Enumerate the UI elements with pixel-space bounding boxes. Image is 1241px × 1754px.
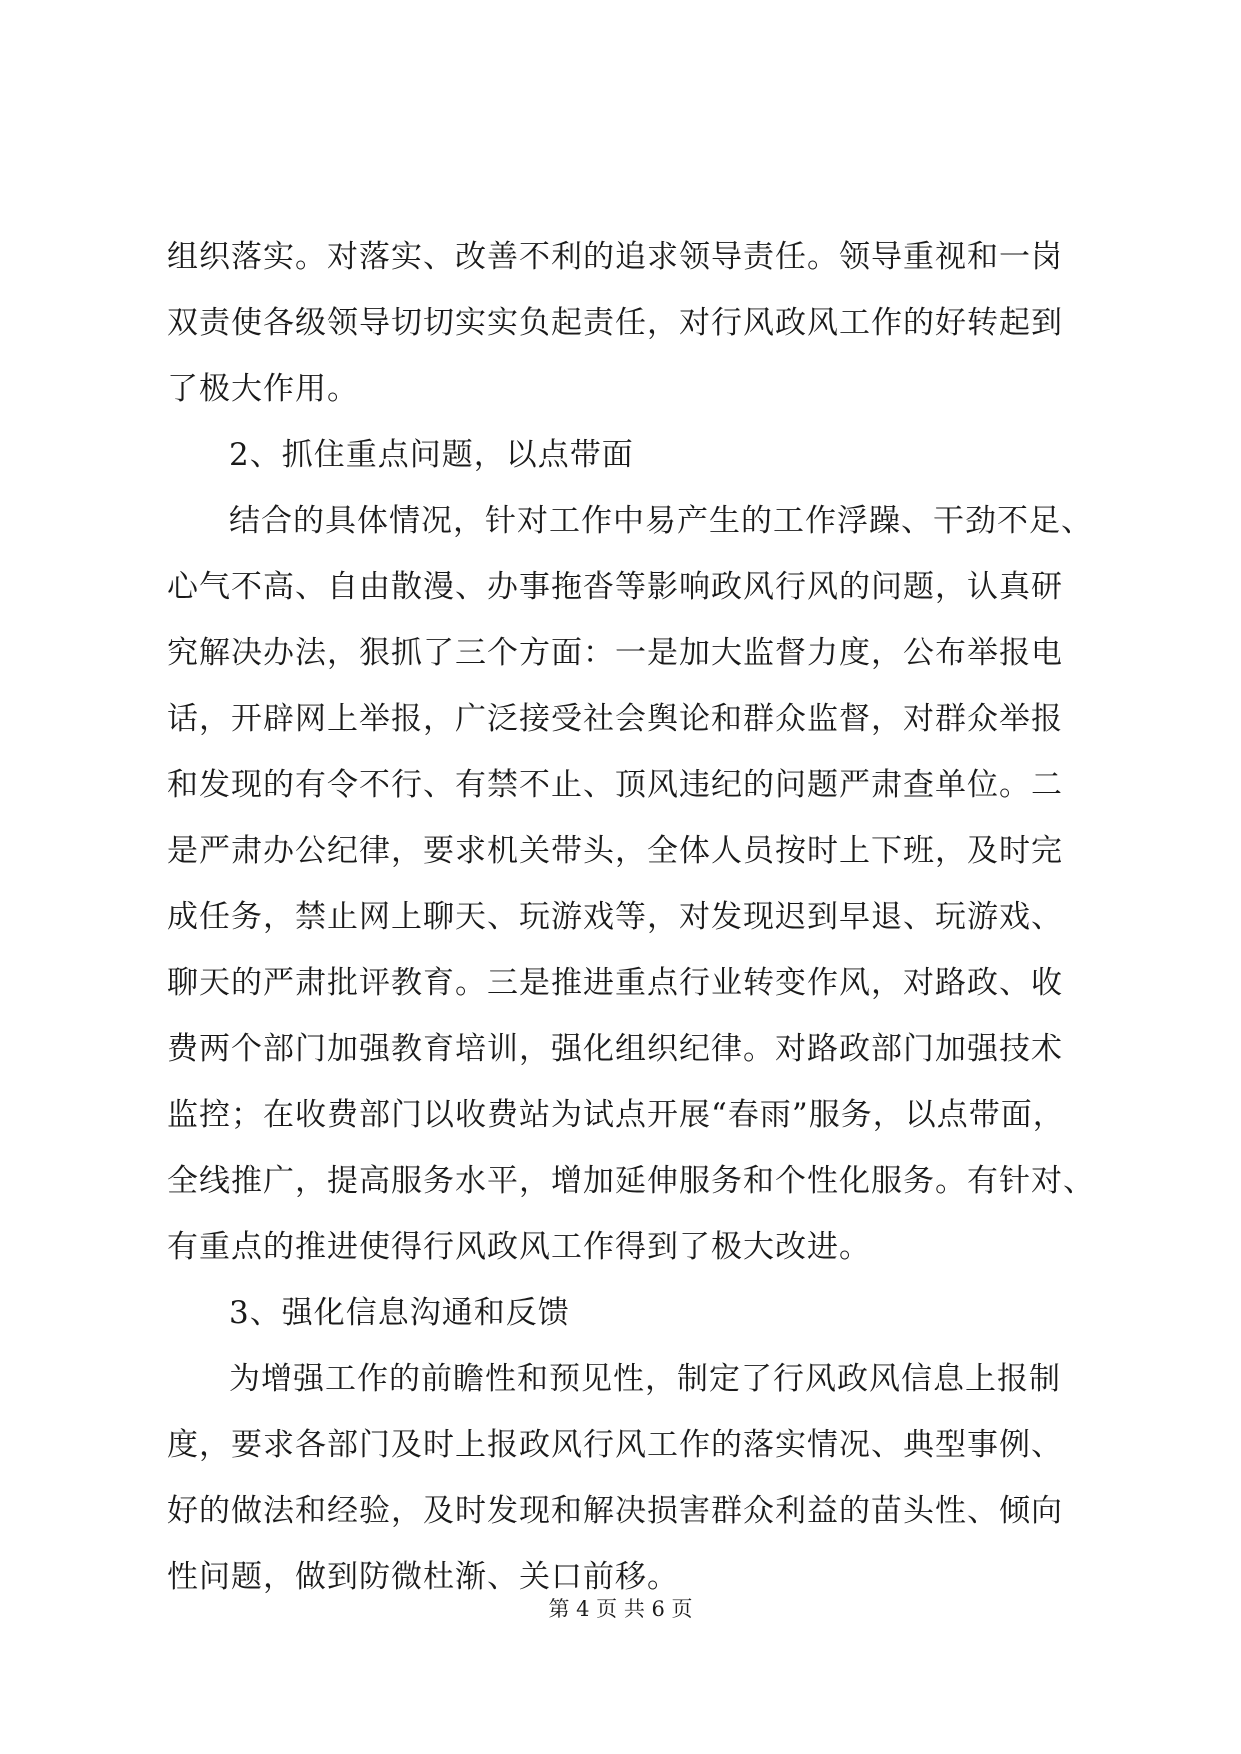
text-line: 度，要求各部门及时上报政风行风工作的落实情况、典型事例、 <box>167 1427 1063 1463</box>
text-line: 全线推广，提高服务水平，增加延伸服务和个性化服务。有针对、 <box>167 1163 1095 1199</box>
text-line: 3、强化信息沟通和反馈 <box>229 1295 570 1331</box>
text-line: 了极大作用。 <box>167 371 359 407</box>
text-line: 和发现的有令不行、有禁不止、顶风违纪的问题严肃查单位。二 <box>167 767 1063 803</box>
text-line: 费两个部门加强教育培训，强化组织纪律。对路政部门加强技术 <box>167 1031 1063 1067</box>
text-line: 是严肃办公纪律，要求机关带头，全体人员按时上下班，及时完 <box>167 833 1063 869</box>
page-footer: 第 4 页 共 6 页 <box>548 1597 693 1621</box>
text-line: 聊天的严肃批评教育。三是推进重点行业转变作风，对路政、收 <box>167 965 1063 1001</box>
text-line: 性问题，做到防微杜渐、关口前移。 <box>167 1559 679 1595</box>
text-line: 好的做法和经验，及时发现和解决损害群众利益的苗头性、倾向 <box>167 1493 1063 1529</box>
text-line: 双责使各级领导切切实实负起责任，对行风政风工作的好转起到 <box>167 305 1063 341</box>
text-line: 话，开辟网上举报，广泛接受社会舆论和群众监督，对群众举报 <box>167 701 1063 737</box>
text-line: 成任务，禁止网上聊天、玩游戏等，对发现迟到早退、玩游戏、 <box>167 899 1063 935</box>
text-line: 组织落实。对落实、改善不利的追求领导责任。领导重视和一岗 <box>167 239 1063 275</box>
document-body <box>167 224 1095 1610</box>
text-line: 结合的具体情况，针对工作中易产生的工作浮躁、干劲不足、 <box>229 503 1093 539</box>
text-line: 究解决办法，狠抓了三个方面：一是加大监督力度，公布举报电 <box>167 635 1063 671</box>
text-line: 为增强工作的前瞻性和预见性，制定了行风政风信息上报制 <box>229 1361 1061 1397</box>
text-line: 2、抓住重点问题，以点带面 <box>229 437 634 473</box>
text-line: 监控；在收费部门以收费站为试点开展“春雨”服务，以点带面， <box>167 1097 1065 1133</box>
text-line: 有重点的推进使得行风政风工作得到了极大改进。 <box>167 1229 871 1265</box>
text-line: 心气不高、自由散漫、办事拖沓等影响政风行风的问题，认真研 <box>167 569 1063 605</box>
